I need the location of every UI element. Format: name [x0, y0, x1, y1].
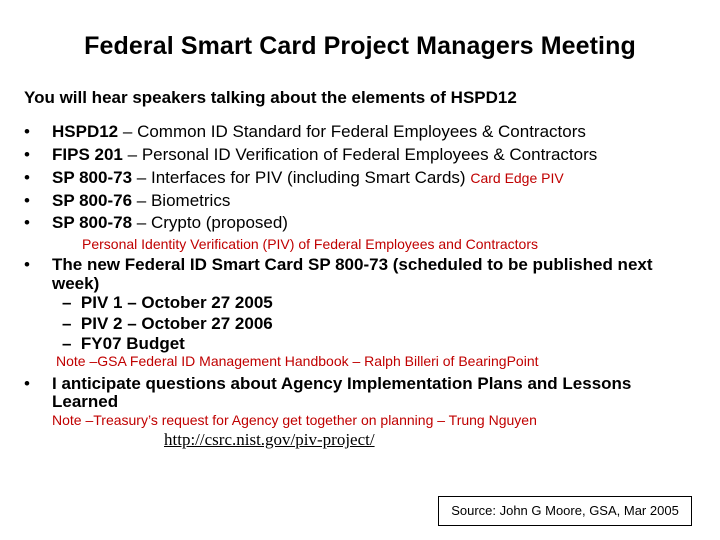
standard-id: SP 800-78: [52, 213, 133, 232]
bullet-icon: •: [24, 191, 30, 210]
sub-item-text: FY07 Budget: [80, 334, 185, 353]
standard-desc: Personal ID Verification of Federal Employees & Contractors: [141, 145, 598, 164]
bullet-text: The new Federal ID Smart Card SP 800-73 (scheduled to be published next: [52, 255, 653, 274]
dash: –: [136, 213, 147, 232]
bullet-icon: •: [24, 255, 30, 274]
dash: –: [136, 191, 147, 210]
standard-id: HSPD12: [52, 122, 119, 141]
standard-desc: Biometrics: [150, 191, 231, 210]
gsa-note: Note –GSA Federal ID Management Handbook – Ralph Billeri of BearingPoint: [56, 353, 539, 369]
bullet-text: I anticipate questions about Agency Implementation Plans and Lessons: [52, 374, 632, 393]
sub-item-text: PIV 2 – October 27 2006: [80, 314, 273, 333]
source-box: Source: John G Moore, GSA, Mar 2005: [438, 496, 692, 526]
list-item: [0, 168, 720, 190]
dash: –: [136, 168, 147, 187]
bullet-text-continued: Learned: [52, 392, 119, 411]
list-item: [0, 122, 720, 144]
bullet-icon: •: [24, 374, 30, 393]
dash: –: [122, 122, 133, 141]
piv-project-link[interactable]: http://csrc.nist.gov/piv-project/: [164, 430, 375, 449]
dash: –: [127, 145, 138, 164]
standard-desc: Common ID Standard for Federal Employees & Contractors: [137, 122, 586, 141]
treasury-note: Note –Treasury’s request for Agency get together on planning – Trung Nguyen: [52, 412, 537, 428]
bullet-icon: •: [24, 145, 30, 164]
list-item: [0, 145, 720, 167]
bullet-icon: •: [24, 168, 30, 187]
sub-item: [62, 293, 273, 313]
sub-item: [62, 334, 185, 354]
sub-item-text: PIV 1 – October 27 2005: [80, 293, 273, 312]
standard-id: SP 800-73: [52, 168, 133, 187]
bullet-text-continued: week): [52, 274, 100, 293]
standard-desc: Crypto (proposed): [150, 213, 288, 232]
list-item: [0, 191, 720, 213]
standard-id: FIPS 201: [52, 145, 123, 164]
bullet-icon: •: [24, 122, 30, 141]
standard-id: SP 800-76: [52, 191, 133, 210]
slide-title: Federal Smart Card Project Managers Meeting: [84, 32, 636, 60]
intro-text: You will hear speakers talking about the elements of HSPD12: [24, 88, 517, 107]
sub-item: [62, 314, 273, 334]
standard-note: Card Edge PIV: [470, 170, 564, 186]
list-item: [0, 213, 720, 235]
bullet-icon: •: [24, 213, 30, 232]
dash: –: [62, 293, 72, 312]
piv-note: Personal Identity Verification (PIV) of Federal Employees and Contractors: [82, 236, 538, 252]
dash: –: [62, 314, 72, 333]
dash: –: [62, 334, 72, 353]
standard-desc: Interfaces for PIV (including Smart Cards): [150, 168, 466, 187]
